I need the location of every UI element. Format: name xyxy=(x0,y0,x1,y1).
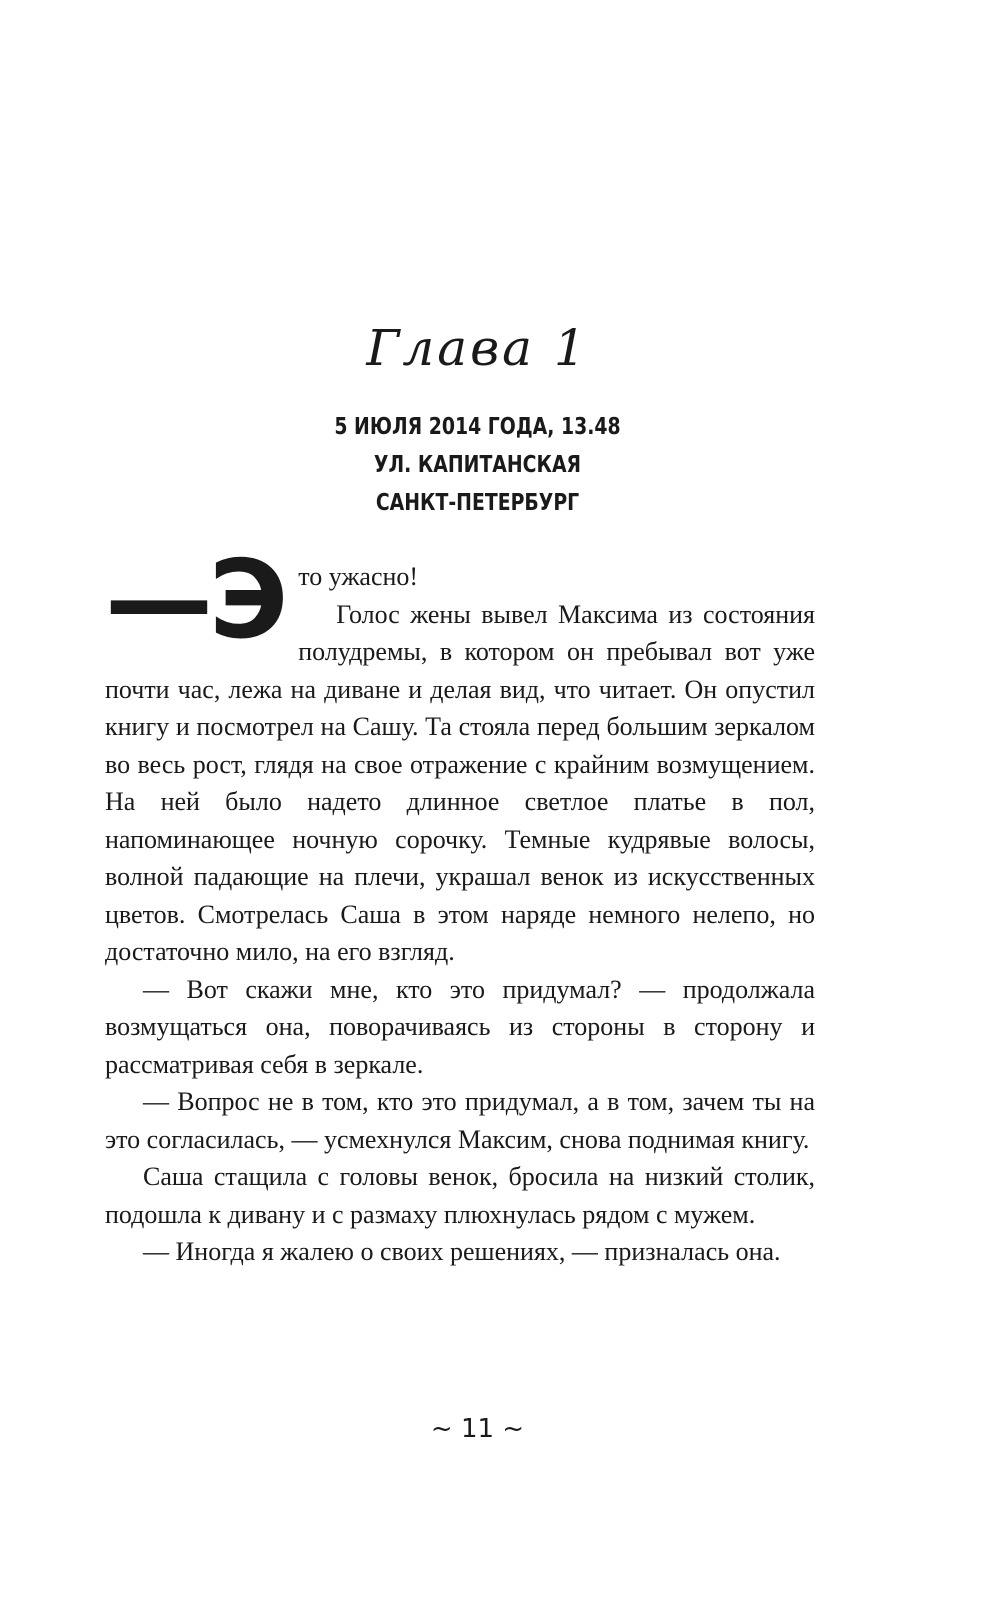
scene-street: УЛ. КАПИТАНСКАЯ xyxy=(373,452,582,478)
scene-header xyxy=(86,408,869,522)
drop-cap: —Э xyxy=(105,538,285,663)
chapter-title: Глава 1 xyxy=(366,319,589,377)
chapter-text xyxy=(105,538,815,1271)
paragraph-3: — Вот скажи мне, кто это придумал? — продолжала возмущаться она, поворачиваясь из стороны в сторону и рассматривая себя в зеркале. xyxy=(105,974,815,1079)
page-number: ~ 11 ~ xyxy=(430,1414,525,1444)
paragraph-5: Саша стащила с головы венок, бросила на низкий столик, подошла к дивану и с размаху плюхнулась рядом с мужем. xyxy=(105,1162,815,1229)
paragraph-4: — Вопрос не в том, кто это придумал, а в том, зачем ты на это согласилась, — усмехнулся Максим, снова поднимая книгу. xyxy=(105,1087,815,1154)
scene-city: САНКТ-ПЕТЕРБУРГ xyxy=(375,490,580,516)
paragraph-1 xyxy=(105,538,815,663)
paragraph-6: — Иногда я жалею о своих решениях, — призналась она. xyxy=(143,1237,781,1266)
paragraph-1-text: то ужасно! xyxy=(298,562,419,591)
paragraph-2: Голос жены вывел Максима из состояния полудремы, в котором он пребывал вот уже почти час, лежа на диване и делая вид, что читает. Он опустил книгу и посмотрел на Сашу. Та стояла перед большим зеркалом во весь рост, глядя на свое отражение с крайним возмущением. На ней было надето длинное светлое платье в пол, напоминающее ночную сорочку. Темные кудрявые волосы, волной падающие на плечи, украшал венок из искусственных цветов. Смотрелась Саша в этом наряде немного нелепо, но достаточно мило, на его взгляд. xyxy=(105,599,815,966)
scene-date: 5 ИЮЛЯ 2014 ГОДА, 13.48 xyxy=(334,414,621,440)
